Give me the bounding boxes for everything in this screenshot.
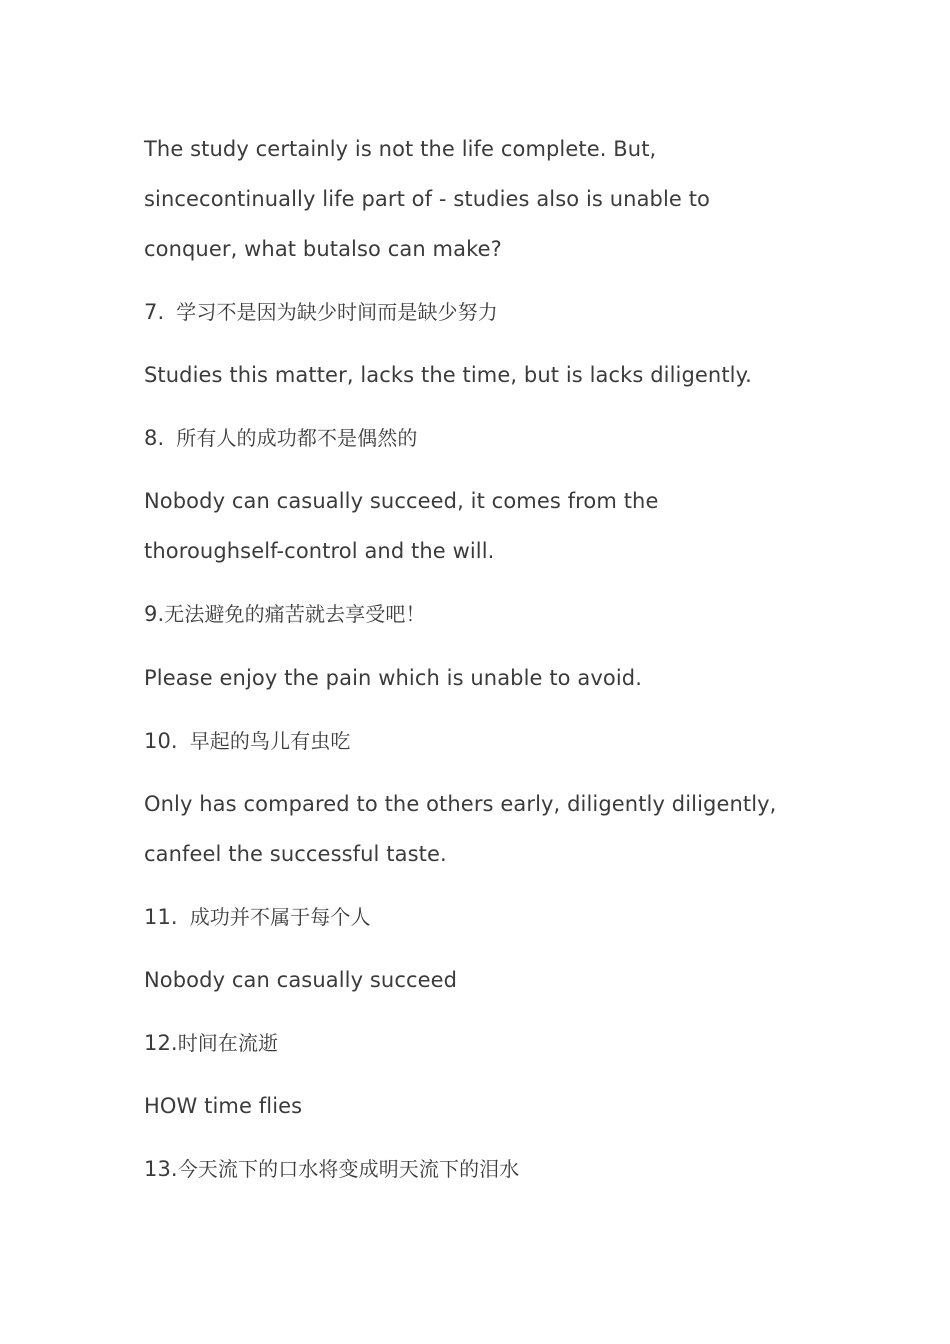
item-number: 12. — [144, 1031, 178, 1055]
paragraph-line: Nobody can casually succeed — [144, 968, 458, 992]
paragraph-line: Nobody can casually succeed, it comes from the — [144, 489, 659, 513]
item-number: 11. — [144, 905, 178, 929]
paragraph-line: The study certainly is not the life complete. But, — [144, 137, 657, 161]
item-heading-11 — [144, 903, 371, 931]
item-heading-13 — [144, 1155, 519, 1183]
paragraph-line: conquer, what butalso can make? — [144, 237, 502, 261]
item-chinese-text: 今天流下的口水将变成明天流下的泪水 — [177, 1157, 520, 1181]
item-chinese-text: 早起的鸟儿有虫吃 — [189, 729, 351, 753]
item-chinese-text: 成功并不属于每个人 — [189, 905, 371, 929]
paragraph-line: Only has compared to the others early, diligently diligently, — [144, 792, 777, 816]
paragraph-line: canfeel the successful taste. — [144, 842, 447, 866]
item-chinese-text: 无法避免的痛苦就去享受吧！ — [164, 602, 426, 626]
paragraph-line: HOW time flies — [144, 1094, 303, 1118]
item-number: 8. — [144, 426, 165, 450]
paragraph-line: Please enjoy the pain which is unable to avoid. — [144, 666, 642, 690]
item-chinese-text: 学习不是因为缺少时间而是缺少努力 — [176, 300, 498, 324]
item-heading-8 — [144, 424, 417, 452]
item-heading-10 — [144, 727, 351, 755]
item-number: 10. — [144, 729, 178, 753]
paragraph-line: thoroughself-control and the will. — [144, 539, 495, 563]
item-chinese-text: 所有人的成功都不是偶然的 — [176, 426, 418, 450]
item-chinese-text: 时间在流逝 — [177, 1031, 279, 1055]
item-heading-12 — [144, 1029, 278, 1057]
item-number: 7. — [144, 300, 165, 324]
item-number: 9. — [144, 602, 165, 626]
item-heading-9 — [144, 600, 426, 628]
item-heading-7 — [144, 298, 498, 326]
paragraph-line: Studies this matter, lacks the time, but is lacks diligently. — [144, 363, 752, 387]
paragraph-line: sincecontinually life part of - studies also is unable to — [144, 187, 710, 211]
item-number: 13. — [144, 1157, 178, 1181]
